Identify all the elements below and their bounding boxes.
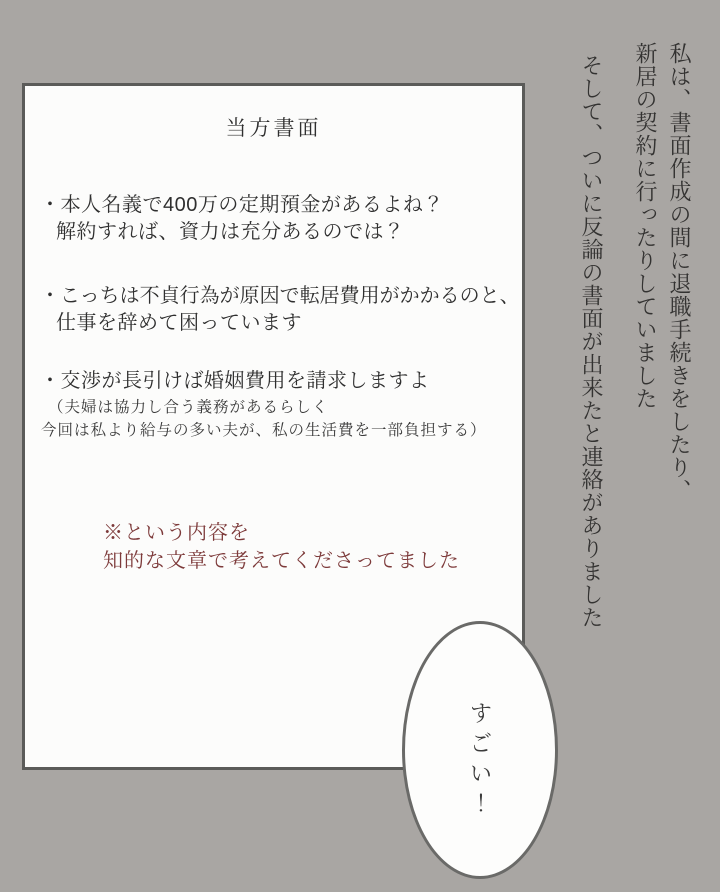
bullet-2-line-1: ・こっちは不貞行為が原因で転居費用がかかるのと、 [40, 285, 520, 307]
bullet-3-line-1: ・交渉が長引けば婚姻費用を請求しますよ [40, 370, 430, 392]
handwritten-note-line-2: 今回は私より給与の多い夫が、私の生活費を一部負担する） [41, 422, 487, 439]
narration-column-3: そして、ついに反論の書面が出来たと連絡がありました [579, 54, 604, 629]
narration-column-1: 私は、書面作成の間に退職手続きをしたり、 [667, 42, 692, 502]
bullet-2-line-2: 仕事を辞めて困っています [56, 312, 302, 334]
bullet-1-line-1: ・本人名義で400万の定期預金があるよね？ [40, 194, 444, 216]
red-annotation-line-2: 知的な文章で考えてくださってました [103, 550, 460, 572]
narration-block-2 [576, 54, 606, 654]
bullet-1-line-2: 解約すれば、資力は充分あるのでは？ [56, 221, 405, 243]
speech-bubble [402, 621, 558, 879]
narration-column-2: 新居の契約に行ったりしていました [633, 42, 658, 410]
narration-block-1 [628, 42, 696, 582]
handwritten-note-line-1: （夫婦は協力し合う義務があるらしく [48, 399, 329, 416]
speech-bubble-text: すごい！ [466, 701, 493, 821]
document-title: 当方書面 [225, 117, 322, 140]
red-annotation-line-1: ※という内容を [103, 522, 250, 544]
